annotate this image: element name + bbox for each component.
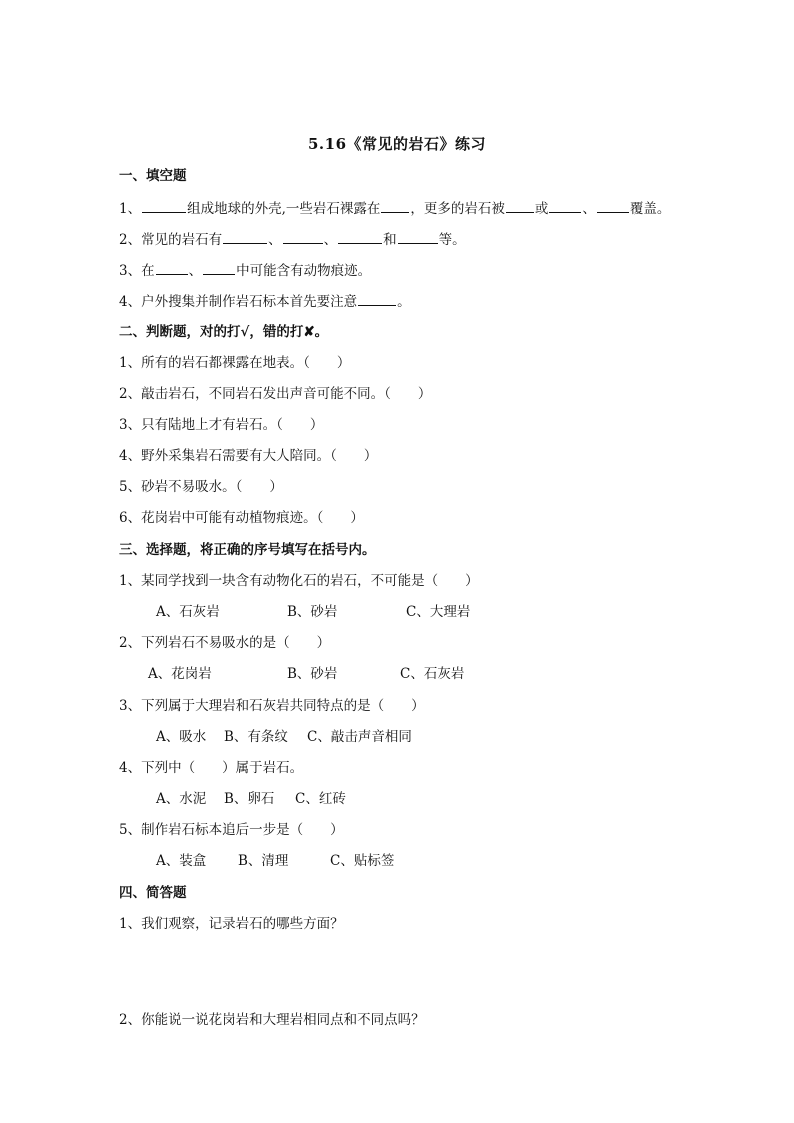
choice-option[interactable]: C、敲击声音相同: [307, 729, 412, 745]
choice-question-stem: 2、下列岩石不易吸水的是（ ）: [119, 635, 331, 651]
fill-blank-question-2: [119, 229, 466, 250]
answer-blank[interactable]: [283, 229, 323, 244]
question-text: 组成地球的外壳,一些岩石裸露在: [187, 201, 381, 217]
question-text: 等。: [438, 232, 466, 248]
true-false-item: 3、只有陆地上才有岩石。（ ）: [119, 417, 324, 433]
answer-blank[interactable]: [203, 260, 235, 275]
choice-option[interactable]: C、大理岩: [406, 604, 471, 620]
question-text: 和: [383, 232, 397, 248]
question-number: 4、: [119, 294, 142, 310]
question-text: 中可能含有动物痕迹。: [236, 263, 372, 279]
choice-question-stem: 5、制作岩石标本追后一步是（ ）: [119, 822, 344, 838]
true-false-item: 5、砂岩不易吸水。（ ）: [119, 479, 283, 495]
choice-option[interactable]: B、清理: [238, 853, 289, 869]
choice-option[interactable]: C、石灰岩: [400, 666, 465, 682]
question-text: 、: [323, 232, 338, 248]
short-answer-question: 1、我们观察，记录岩石的哪些方面？: [119, 916, 344, 932]
question-text: 、: [188, 263, 203, 279]
choice-option[interactable]: B、砂岩: [287, 604, 338, 620]
question-number: 3、: [119, 263, 142, 279]
answer-blank[interactable]: [506, 198, 534, 213]
choice-option[interactable]: B、砂岩: [287, 666, 338, 682]
true-false-item: 4、野外采集岩石需要有大人陪同。（ ）: [119, 448, 378, 464]
answer-blank[interactable]: [142, 198, 186, 213]
choice-option[interactable]: B、有条纹: [224, 729, 288, 745]
answer-blank[interactable]: [398, 229, 438, 244]
question-text: 户外搜集并制作岩石标本首先要注意: [141, 294, 358, 310]
question-text: 或: [534, 201, 549, 217]
answer-blank[interactable]: [381, 198, 409, 213]
question-text: 、: [582, 201, 596, 217]
choice-option[interactable]: A、吸水: [156, 729, 207, 745]
true-false-item: 2、敲击岩石，不同岩石发出声音可能不同。（ ）: [119, 386, 432, 402]
question-text: 在: [141, 263, 155, 279]
choice-option[interactable]: A、石灰岩: [156, 604, 220, 620]
fill-blank-question-4: [119, 291, 411, 312]
choice-question-stem: 3、下列属于大理岩和石灰岩共同特点的是（ ）: [119, 698, 425, 714]
answer-blank[interactable]: [597, 198, 629, 213]
question-text: 常见的岩石有: [141, 232, 223, 248]
answer-blank[interactable]: [358, 291, 396, 306]
question-text: 、: [268, 232, 282, 248]
section-heading-multiple-choice: 三、选择题，将正确的序号填写在括号内。: [119, 542, 376, 558]
choice-option[interactable]: A、花岗岩: [148, 666, 212, 682]
answer-blank[interactable]: [549, 198, 581, 213]
true-false-item: 6、花岗岩中可能有动植物痕迹。（ ）: [119, 510, 364, 526]
answer-blank[interactable]: [156, 260, 188, 275]
choice-option[interactable]: C、贴标签: [330, 853, 395, 869]
question-number: 2、: [119, 232, 142, 248]
question-number: 1、: [119, 201, 142, 217]
answer-blank[interactable]: [223, 229, 267, 244]
section-heading-fill-blank: 一、填空题: [119, 168, 187, 184]
answer-blank[interactable]: [338, 229, 382, 244]
question-text: 。: [397, 294, 411, 310]
question-text: 覆盖。: [629, 201, 671, 217]
question-text: ，更多的岩石被: [410, 201, 505, 217]
true-false-item: 1、所有的岩石都裸露在地表。（ ）: [119, 355, 351, 371]
fill-blank-question-3: [119, 260, 371, 281]
choice-question-stem: 1、某同学找到一块含有动物化石的岩石，不可能是（ ）: [119, 573, 479, 589]
fill-blank-question-1: [119, 198, 670, 219]
choice-option[interactable]: A、水泥: [156, 791, 207, 807]
short-answer-question: 2、你能说一说花岗岩和大理岩相同点和不同点吗？: [119, 1012, 425, 1028]
choice-option[interactable]: A、装盒: [156, 853, 207, 869]
choice-option[interactable]: B、卵石: [224, 791, 275, 807]
choice-question-stem: 4、下列中（ ）属于岩石。: [119, 760, 304, 776]
choice-option[interactable]: C、红砖: [295, 791, 346, 807]
page-title: 5.16《常见的岩石》练习: [307, 135, 487, 153]
section-heading-true-false: 二、判断题，对的打√，错的打✘。: [119, 324, 329, 340]
section-heading-short-answer: 四、简答题: [119, 885, 187, 901]
